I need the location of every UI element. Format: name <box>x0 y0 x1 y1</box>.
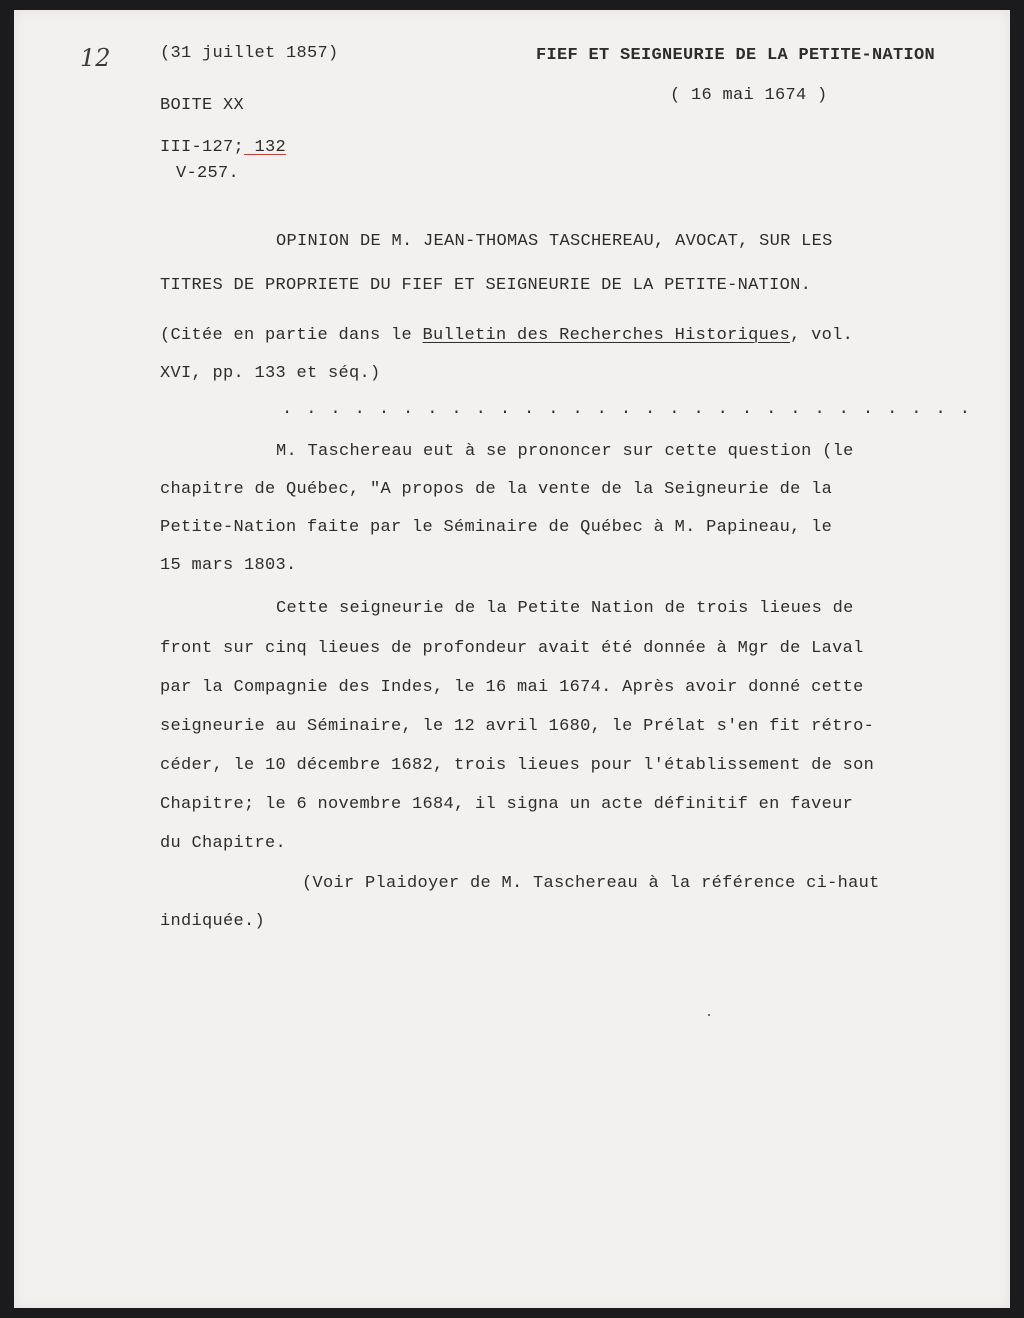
heading-line-2: TITRES DE PROPRIETE DU FIEF ET SEIGNEURIE DE LA PETITE-NATION. <box>160 276 812 295</box>
heading-line-1: OPINION DE M. JEAN-THOMAS TASCHEREAU, AVOCAT, SUR LES <box>276 232 833 251</box>
citation-line-1 <box>160 326 853 345</box>
ref-number-b: 132 <box>244 138 287 157</box>
ref-number-a: III-127; <box>160 138 245 157</box>
paragraph-2-line: front sur cinq lieues de profondeur avait été donnée à Mgr de Laval <box>160 639 864 658</box>
archive-reference-1 <box>160 138 286 157</box>
paragraph-2-line: du Chapitre. <box>160 834 287 853</box>
bulletin-title: Bulletin des Recherches Historiques <box>422 326 791 345</box>
paragraph-1-line: 15 mars 1803. <box>160 556 297 575</box>
handwritten-page-number: 12 <box>80 44 111 72</box>
citation-suffix: , vol. <box>790 326 854 345</box>
paragraph-1-line: M. Taschereau eut à se prononcer sur cette question (le <box>276 442 854 461</box>
document-date: (31 juillet 1857) <box>160 44 339 63</box>
paper-speck <box>708 1014 710 1016</box>
paragraph-1-line: Petite-Nation faite par le Séminaire de Québec à M. Papineau, le <box>160 518 833 537</box>
closing-note-line: (Voir Plaidoyer de M. Taschereau à la référence ci-haut <box>302 874 880 893</box>
dotted-separator: . . . . . . . . . . . . . . . . . . . . . . . . . . . . . <box>282 400 972 419</box>
citation-line-2: XVI, pp. 133 et séq.) <box>160 364 381 383</box>
paragraph-2-line: par la Compagnie des Indes, le 16 mai 1674. Après avoir donné cette <box>160 678 864 697</box>
paragraph-2-line: Chapitre; le 6 novembre 1684, il signa un acte définitif en faveur <box>160 795 854 814</box>
closing-note-line: indiquée.) <box>160 912 266 931</box>
box-reference: BOITE XX <box>160 96 245 115</box>
citation-prefix: (Citée en partie dans le <box>160 326 423 345</box>
document-title: FIEF ET SEIGNEURIE DE LA PETITE-NATION <box>536 46 936 65</box>
paragraph-2-line: Cette seigneurie de la Petite Nation de trois lieues de <box>276 599 854 618</box>
paragraph-2-line: seigneurie au Séminaire, le 12 avril 1680, le Prélat s'en fit rétro- <box>160 717 875 736</box>
archive-reference-2: V-257. <box>176 164 240 183</box>
title-date: ( 16 mai 1674 ) <box>670 86 828 105</box>
document-page <box>14 10 1010 1308</box>
paragraph-2-line: céder, le 10 décembre 1682, trois lieues pour l'établissement de son <box>160 756 875 775</box>
paragraph-1-line: chapitre de Québec, "A propos de la vente de la Seigneurie de la <box>160 480 833 499</box>
